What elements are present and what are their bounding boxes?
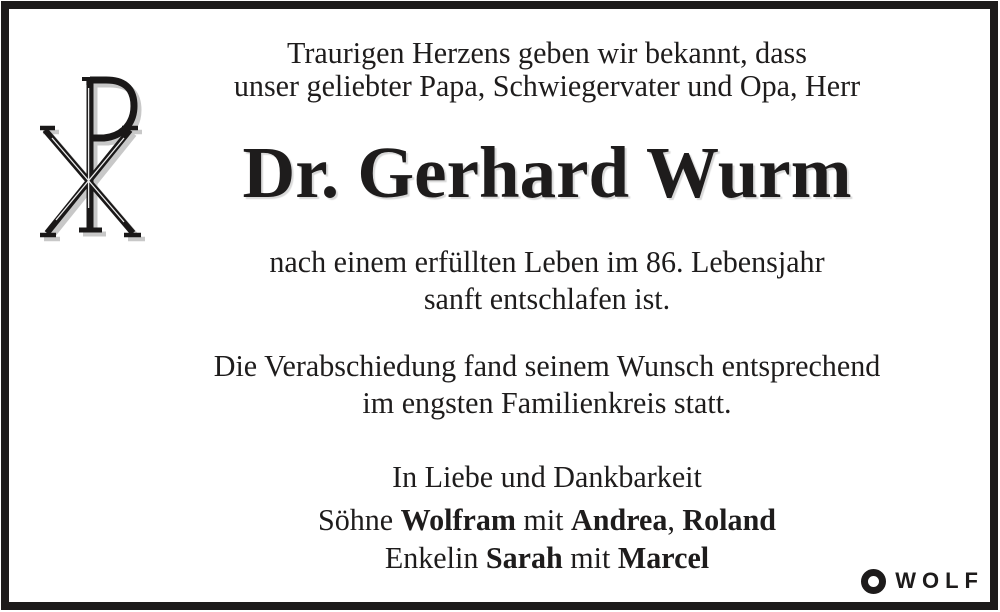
intro-line-2: unser geliebter Papa, Schwiegervater und Opa, Herr	[233, 68, 861, 103]
farewell-line-2: im engsten Familienkreis statt.	[362, 385, 732, 420]
mourners-line-grandchild	[119, 542, 975, 573]
publisher-logo-text: WOLF	[895, 568, 984, 593]
mourner-name: Andrea	[571, 502, 668, 537]
mourners-line-sons	[119, 504, 975, 535]
mourner-name: Sarah	[485, 540, 563, 575]
farewell-line-1: Die Verabschiedung fand seinem Wunsch entsprechend	[213, 348, 881, 383]
mourners-prefix: Söhne	[317, 502, 401, 537]
life-line-2: sanft entschlafen ist.	[423, 281, 671, 316]
ring-circle-icon	[861, 569, 886, 594]
intro-line-1: Traurigen Herzens geben wir bekannt, dass	[287, 35, 807, 70]
mourner-name: Marcel	[617, 540, 710, 575]
closing-line: In Liebe und Dankbarkeit	[392, 459, 702, 494]
life-line-1: nach einem erfüllten Leben im 86. Lebensjahr	[269, 244, 825, 279]
publisher-logo	[861, 567, 984, 595]
mourners-separator: ,	[667, 502, 683, 537]
mourner-name: Roland	[682, 502, 777, 537]
mourners-prefix: Enkelin	[384, 540, 486, 575]
deceased-name: Dr. Gerhard Wurm	[242, 132, 852, 213]
mourners-connector: mit	[515, 502, 572, 537]
mourner-name: Wolfram	[400, 502, 516, 537]
mourners-connector: mit	[562, 540, 618, 575]
